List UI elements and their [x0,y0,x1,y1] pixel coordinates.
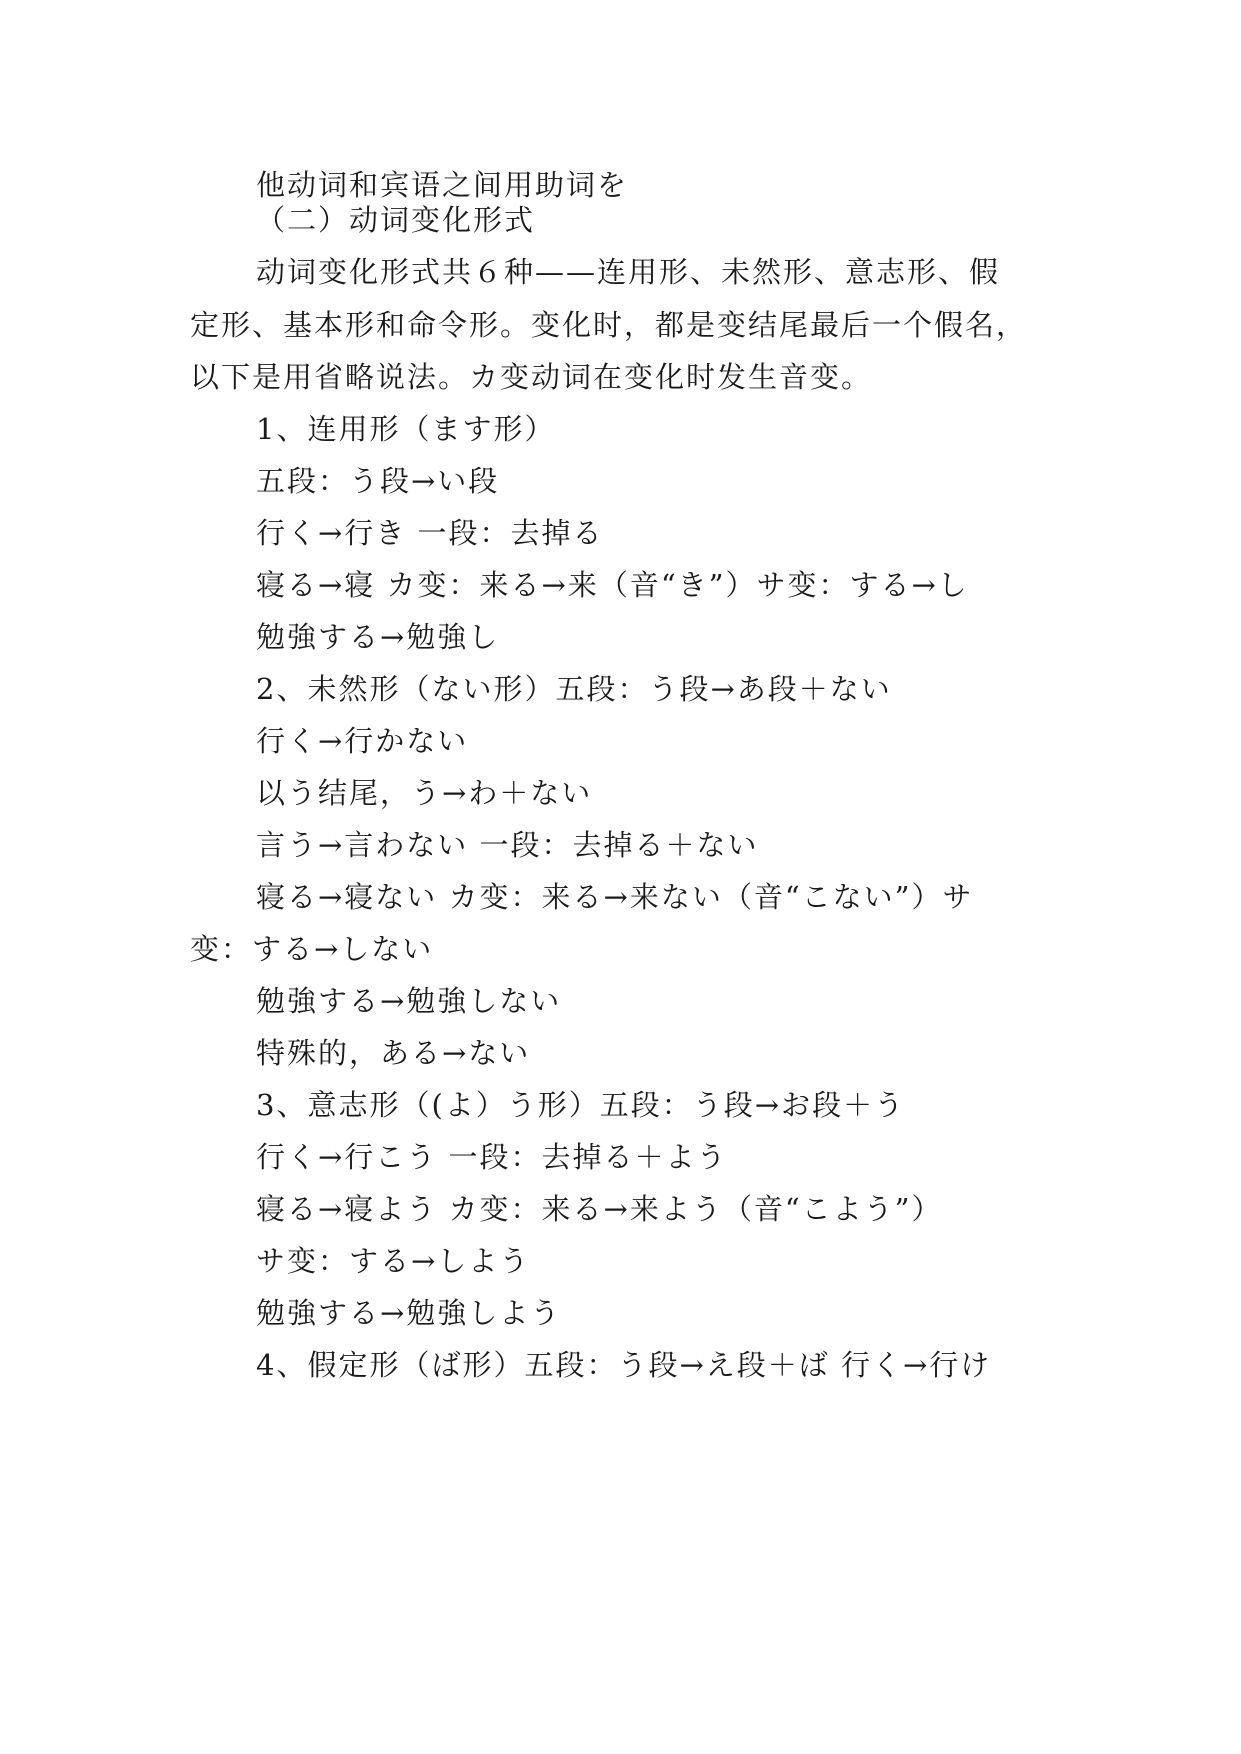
subsection-heading: 4、假定形（ば形）五段：う段→え段＋ば 行く→行け [256,1348,992,1382]
text-line: 以う结尾，う→わ＋ない [256,776,593,810]
text-line: 行く→行かない [256,724,469,758]
text-line: 寝る→寝ない カ变：来る→来ない（音“こない”）サ [256,880,974,914]
text-line: 动词变化形式共６种——连用形、未然形、意志形、假 [256,255,1001,289]
text-line: 寝る→寝 カ变：来る→来（音“き”）サ变：する→し [256,568,969,602]
text-line: 特殊的，ある→ない [256,1036,531,1070]
text-line: 五段：う段→い段 [256,464,500,498]
text-line: サ变：する→しよう [256,1244,531,1278]
text-line: 行く→行こう 一段：去掉る＋よう [256,1140,728,1174]
text-line: 定形、基本形和命令形。变化时，都是变结尾最后一个假名， [190,308,1028,342]
text-line: 他动词和宾语之间用助词を [256,168,629,202]
text-line: 言う→言わない 一段：去掉る＋ない [256,828,759,862]
text-line: 勉強する→勉強し [256,620,500,654]
subsection-heading: 3、意志形（(よ）う形）五段：う段→お段＋う [256,1088,906,1122]
text-line: 行く→行き 一段：去掉る [256,516,604,550]
subsection-heading: 1、连用形（ます形） [256,412,556,446]
subsection-heading: 2、未然形（ない形）五段：う段→あ段＋ない [256,672,892,706]
text-line: 勉強する→勉強しない [256,984,562,1018]
section-heading: （二）动词变化形式 [256,203,536,237]
text-line: 寝る→寝よう カ变：来る→来よう（音“こよう”） [256,1192,943,1226]
text-line: 变：する→しない [190,932,434,966]
text-line: 以下是用省略说法。カ变动词在变化时发生音变。 [190,360,873,394]
text-line: 勉強する→勉強しよう [256,1296,562,1330]
